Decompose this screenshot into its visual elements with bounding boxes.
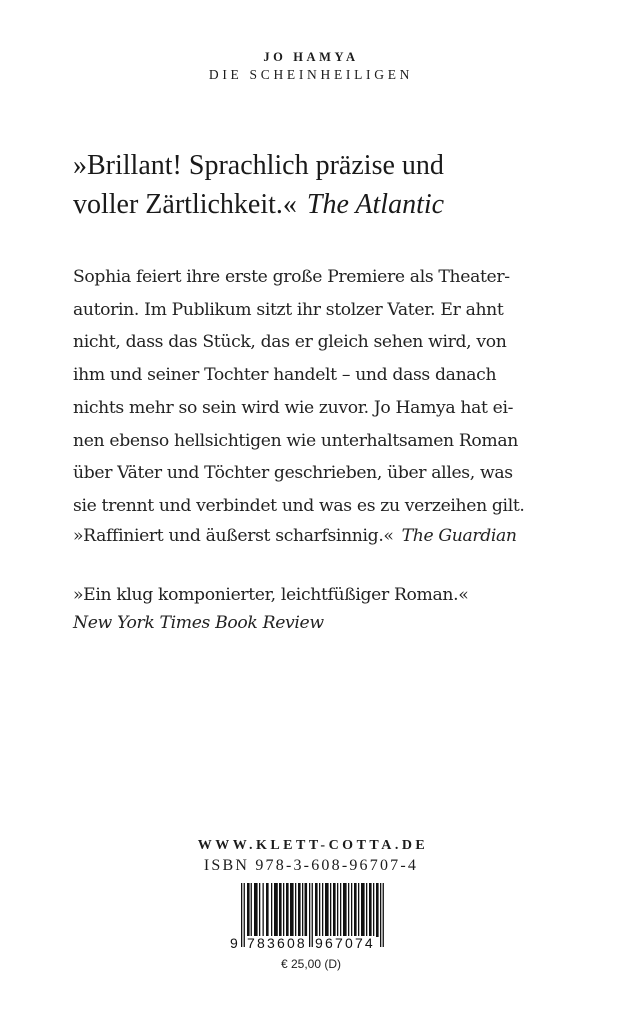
blurb-line: sie trennt und verbindet und was es zu verzeihen gilt.: [73, 495, 525, 516]
quote-source: New York Times Book Review: [73, 613, 324, 633]
barcode-digit-group-left: 783608: [247, 935, 307, 951]
blurb-line: Sophia feiert ihre erste große Premiere als Theater-: [73, 267, 510, 287]
headline-source: The Atlantic: [306, 188, 445, 220]
quote-source: The Guardian: [401, 526, 517, 546]
publisher-url: WWW.KLETT-COTTA.DE: [197, 838, 429, 853]
quote-text: »Ein klug komponierter, leichtfüßiger Roman.«: [73, 585, 469, 605]
author-name: JO HAMYA: [263, 50, 359, 64]
blurb-line: nicht, dass das Stück, das er gleich sehen wird, von: [73, 332, 507, 353]
blurb-line: autorin. Im Publikum sitzt ihr stolzer Vater. Er ahnt: [73, 299, 504, 320]
blurb-paragraph: [73, 261, 525, 523]
blurb-line: nichts mehr so sein wird wie zuvor. Jo Hamya hat ei-: [73, 397, 514, 418]
blurb-line: über Väter und Töchter geschrieben, über alles, was: [73, 463, 513, 484]
headline-line-2: [73, 186, 444, 225]
press-quote-guardian: [73, 522, 517, 550]
blurb-line: ihm und seiner Tochter handelt – und dass danach: [73, 365, 497, 386]
headline-line-2-text: voller Zärtlichkeit.«: [73, 188, 297, 220]
headline-quote: [73, 147, 444, 224]
price-label: € 25,00 (D): [280, 957, 342, 971]
press-quote-nytbr: [73, 581, 468, 637]
quote-text: »Raffiniert und äußerst scharfsinnig.«: [73, 526, 394, 546]
headline-line-1: »Brillant! Sprachlich präzise und: [73, 150, 444, 181]
isbn-number: ISBN 978-3-608-96707-4: [203, 857, 419, 874]
barcode-digit-prefix: 9: [230, 935, 238, 951]
barcode-digit-group-right: 967074: [315, 935, 375, 951]
blurb-line: nen ebenso hellsichtigen wie unterhaltsamen Roman: [73, 430, 518, 451]
book-title: DIE SCHEINHEILIGEN: [208, 67, 414, 82]
